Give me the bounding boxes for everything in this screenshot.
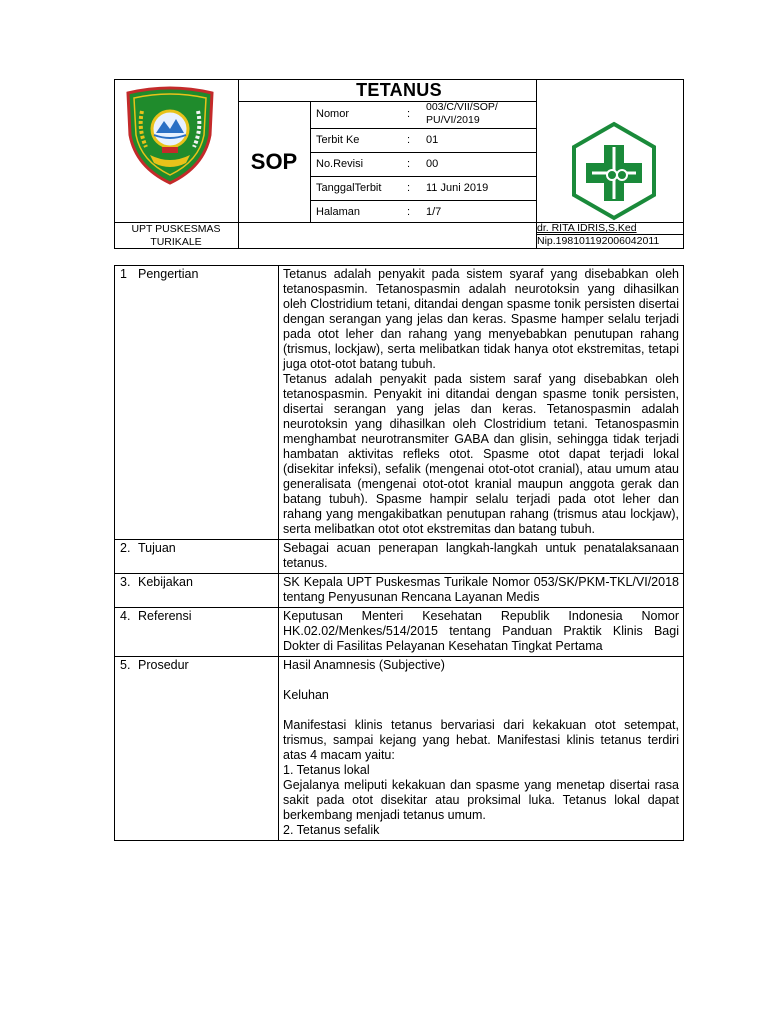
field-value-halaman: 1/7 [426, 206, 442, 218]
sop-label: SOP [250, 148, 298, 174]
paragraph: SK Kepala UPT Puskesmas Turikale Nomor 053/SK/PKM-TKL/VI/2018 tentang Penyusunan Rencana Layanan Medis [283, 575, 679, 604]
section-body [279, 266, 684, 540]
field-label-no-revisi: No.Revisi [316, 158, 364, 170]
section-body [279, 608, 684, 657]
paragraph: Gejalanya meliputi kekakuan dan spasme yang menetap disertai rasa sakit pada otot disekitar atau proksimal luka. Tetanus lokal dapat berkembang menjadi tetanus umum. [283, 778, 679, 822]
subheading: Hasil Anamnesis (Subjective) [283, 658, 445, 672]
puskesmas-cross-logo [568, 121, 660, 221]
section-number: 3. [115, 574, 139, 608]
signer-nip: Nip.198101192006042011 [537, 234, 660, 247]
section-body [279, 540, 684, 574]
section-label: Prosedur [138, 657, 279, 841]
field-sep: : [407, 158, 411, 170]
field-sep: : [407, 108, 411, 120]
field-value-no-revisi: 00 [426, 158, 439, 170]
paragraph: Keputusan Menteri Kesehatan Republik Indonesia Nomor HK.02.02/Menkes/514/2015 tentang Panduan Praktik Klinis Bagi Dokter di Fasilitas Pelayanan Kesehatan Tingkat Pertama [283, 609, 679, 653]
field-label-halaman: Halaman [316, 206, 361, 218]
table-row [115, 608, 684, 657]
section-number: 5. [115, 657, 139, 841]
field-label-terbit-ke: Terbit Ke [316, 134, 360, 146]
organization-name: UPT PUSKESMAS TURIKALE [131, 223, 221, 248]
section-label: Referensi [138, 608, 279, 657]
paragraph: Tetanus adalah penyakit pada sistem syaraf yang disebabkan oleh tetanospasmin. Tetanospasmin adalah neurotoksin yang dihasilkan oleh Clostridium tetani, ditandai dengan spasme tonik persisten disertai dengan serangan yang jelas dan keras. Spasme hamper selalu terjadi pada otot leher dan rahang yang menyebabkan penutupan rahang (trismus, lockjaw), serta melibatkan tidak hanya otot ekstremitas, tetapi juga otot-otot batang tubuh. [283, 267, 679, 371]
sop-content-table [114, 265, 684, 841]
section-body [279, 574, 684, 608]
subheading: Keluhan [283, 688, 329, 702]
table-row [115, 657, 684, 841]
section-label: Tujuan [138, 540, 279, 574]
section-number: 1 [115, 266, 139, 540]
section-label: Kebijakan [138, 574, 279, 608]
field-label-tanggal-terbit: TanggalTerbit [316, 182, 382, 194]
paragraph: Manifestasi klinis tetanus bervariasi dari kekakuan otot setempat, trismus, sampai kejang yang hebat. Manifestasi klinis tetanus terdiri atas 4 macam yaitu: [283, 718, 679, 762]
sop-header [114, 79, 684, 249]
field-sep: : [407, 182, 411, 194]
field-value-nomor: 003/C/VII/SOP/ [426, 101, 498, 113]
list-item: 1. Tetanus lokal [283, 763, 370, 777]
table-row [115, 574, 684, 608]
field-sep: : [407, 206, 411, 218]
section-number: 4. [115, 608, 139, 657]
field-value-tanggal-terbit: 11 Juni 2019 [426, 182, 489, 194]
field-label-nomor: Nomor [316, 108, 350, 120]
section-body [279, 657, 684, 841]
document-title: TETANUS [356, 80, 442, 100]
field-sep: : [407, 134, 411, 146]
field-value-terbit-ke: 01 [426, 134, 439, 146]
list-item: 2. Tetanus sefalik [283, 823, 380, 837]
signer-name: dr. RITA IDRIS,S.Ked [537, 222, 637, 234]
signer-block [537, 222, 659, 248]
paragraph: Tetanus adalah penyakit pada sistem saraf yang disebabkan oleh tetanospasmin. Penyakit ini ditandai dengan spasme tonik persisten, disertai serangan yang jelas dan keras. Tetanospasmin adalah neurotoksin yang dihasilkan oleh Clostridium tetani. Tetanospasmin menghambat neurotransmiter GABA dan glisin, sehingga tidak terjadi hambatan aktivitas refleks otot. Spasme otot dapat terjadi lokal (disekitar infeksi), sefalik (mengenai otot-otot cranial), atau umum atau generalisata (mengenai otot-otot kranial maupun anggota gerak dan batang tubuh). Spasme hampir selalu terjadi pada otot leher dan rahang yang mengakibatkan penutupan rahang (trismus atau lockjaw), serta melibatkan otot otot ekstremitas dan batang tubuh. [283, 372, 679, 536]
table-row [115, 266, 684, 540]
section-number: 2. [115, 540, 139, 574]
section-label: Pengertian [138, 266, 279, 540]
paragraph: Sebagai acuan penerapan langkah-langkah untuk penatalaksanaan tetanus. [283, 541, 679, 570]
regency-crest-logo [124, 85, 216, 185]
table-row [115, 540, 684, 574]
field-value-nomor-2: PU/VI/2019 [426, 114, 480, 126]
